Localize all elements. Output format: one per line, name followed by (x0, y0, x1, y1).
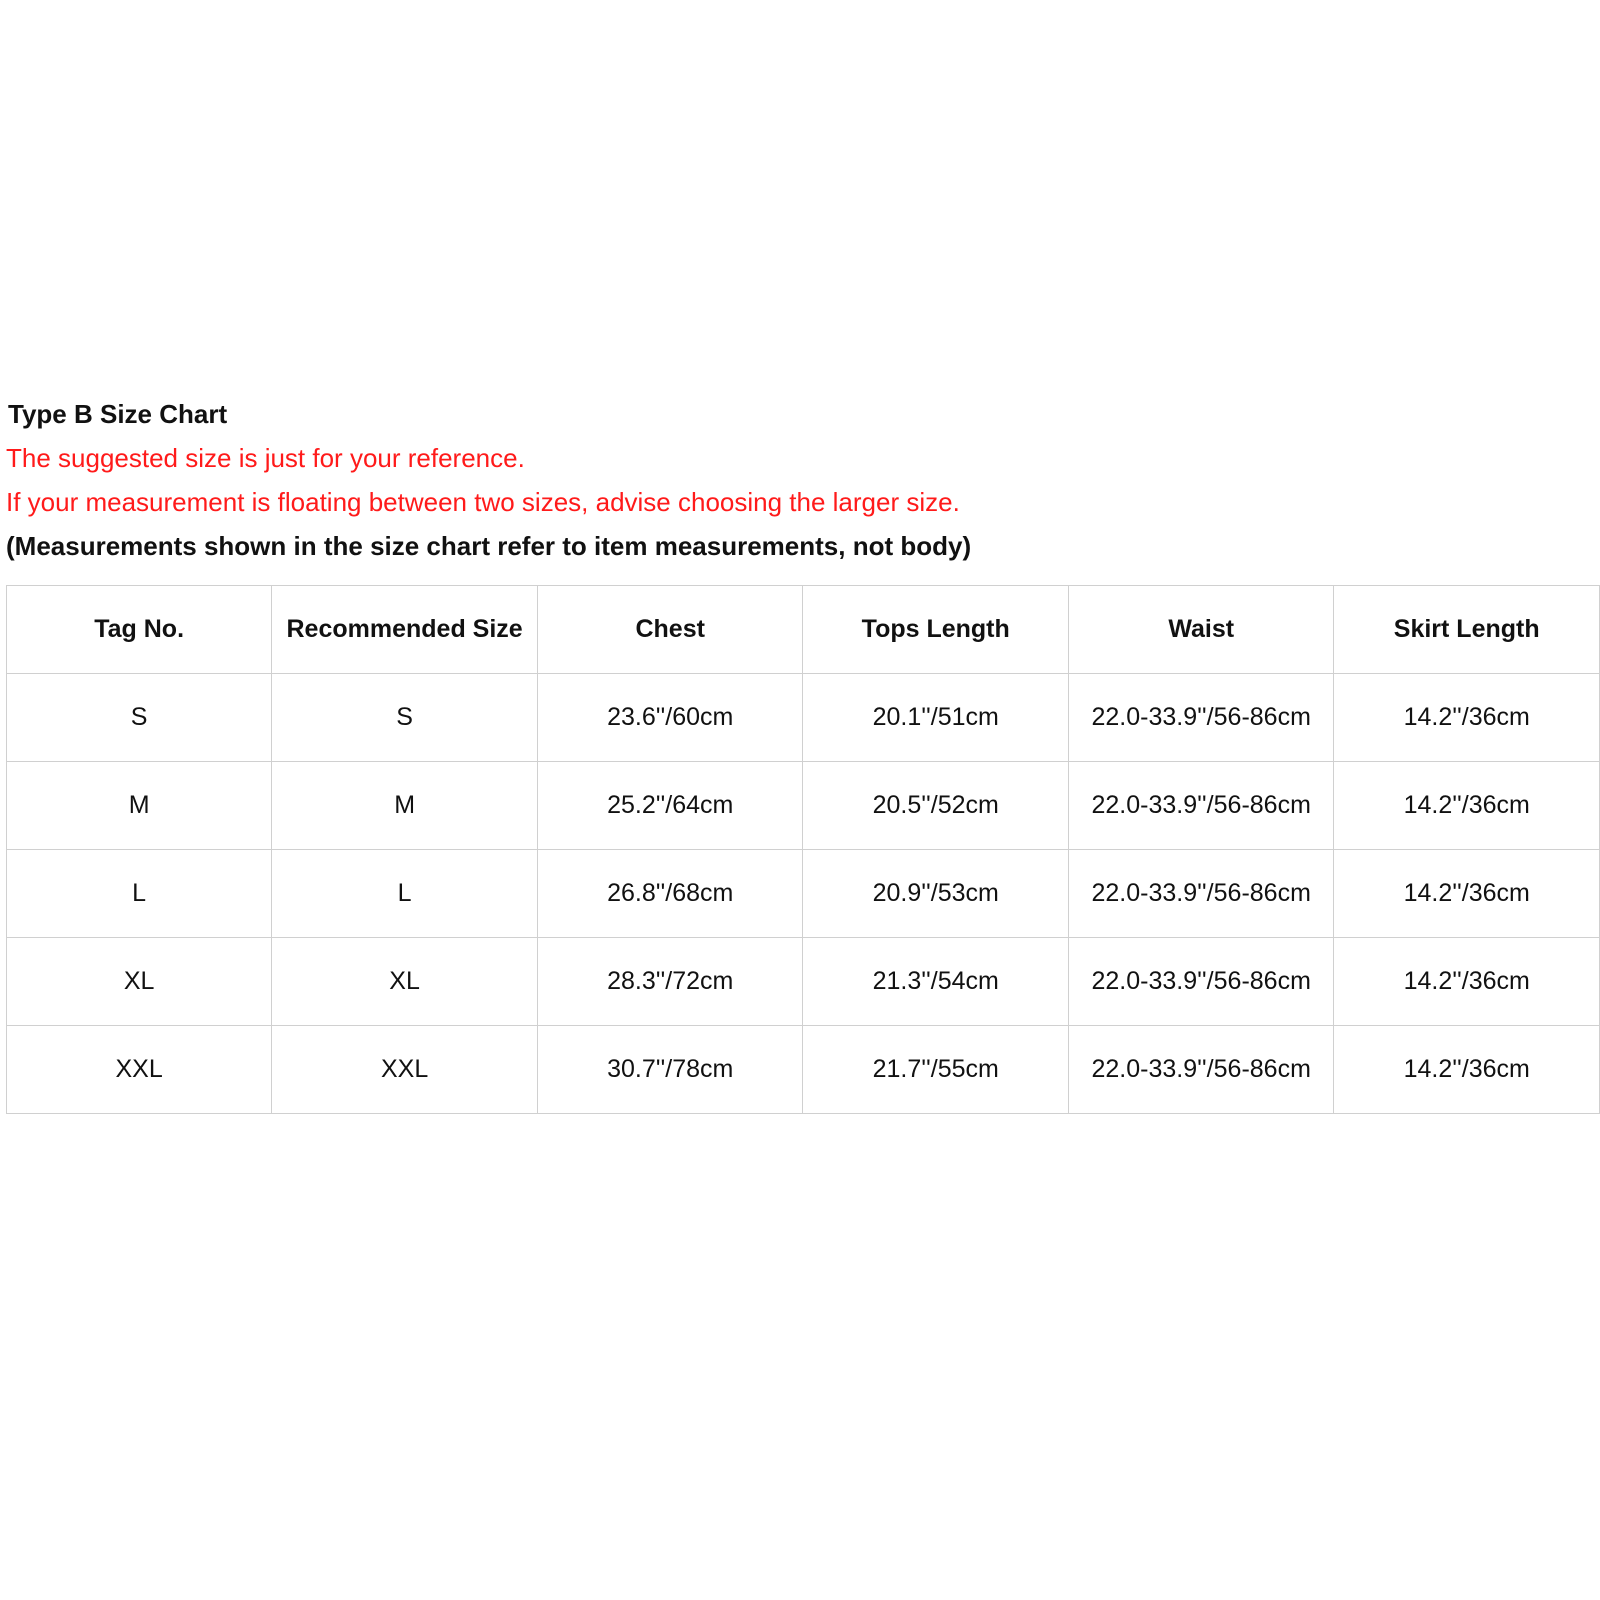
cell-tops-length: 20.1''/51cm (803, 674, 1069, 762)
cell-waist: 22.0-33.9''/56-86cm (1068, 762, 1333, 850)
cell-tag-no: L (7, 850, 272, 938)
cell-chest: 30.7''/78cm (537, 1026, 803, 1114)
cell-tops-length: 21.3''/54cm (803, 938, 1069, 1026)
cell-recommended-size: XXL (272, 1026, 538, 1114)
cell-tops-length: 20.9''/53cm (803, 850, 1069, 938)
cell-waist: 22.0-33.9''/56-86cm (1068, 850, 1333, 938)
cell-tops-length: 21.7''/55cm (803, 1026, 1069, 1114)
header-skirt-length: Skirt Length (1334, 586, 1600, 674)
header-chest: Chest (537, 586, 803, 674)
cell-tag-no: S (7, 674, 272, 762)
cell-waist: 22.0-33.9''/56-86cm (1068, 674, 1333, 762)
cell-skirt-length: 14.2''/36cm (1334, 850, 1600, 938)
cell-waist: 22.0-33.9''/56-86cm (1068, 1026, 1333, 1114)
sizing-advice-note: If your measurement is floating between two sizes, advise choosing the larger size. (6, 487, 960, 517)
cell-chest: 26.8''/68cm (537, 850, 803, 938)
cell-skirt-length: 14.2''/36cm (1334, 762, 1600, 850)
cell-tag-no: XXL (7, 1026, 272, 1114)
size-table (6, 585, 1600, 1114)
size-chart-header (6, 398, 1600, 562)
cell-recommended-size: L (272, 850, 538, 938)
table-row (7, 850, 1600, 938)
cell-skirt-length: 14.2''/36cm (1334, 674, 1600, 762)
table-row (7, 674, 1600, 762)
cell-skirt-length: 14.2''/36cm (1334, 938, 1600, 1026)
cell-tops-length: 20.5''/52cm (803, 762, 1069, 850)
cell-skirt-length: 14.2''/36cm (1334, 1026, 1600, 1114)
header-waist: Waist (1068, 586, 1333, 674)
reference-note: The suggested size is just for your reference. (6, 443, 525, 473)
cell-recommended-size: S (272, 674, 538, 762)
table-row (7, 762, 1600, 850)
header-recommended-size: Recommended Size (272, 586, 538, 674)
cell-recommended-size: M (272, 762, 538, 850)
cell-chest: 25.2''/64cm (537, 762, 803, 850)
cell-tag-no: XL (7, 938, 272, 1026)
cell-recommended-size: XL (272, 938, 538, 1026)
cell-chest: 23.6''/60cm (537, 674, 803, 762)
header-tops-length: Tops Length (803, 586, 1069, 674)
cell-tag-no: M (7, 762, 272, 850)
cell-chest: 28.3''/72cm (537, 938, 803, 1026)
cell-waist: 22.0-33.9''/56-86cm (1068, 938, 1333, 1026)
measurement-disclaimer: (Measurements shown in the size chart refer to item measurements, not body) (6, 531, 972, 561)
table-header-row (7, 586, 1600, 674)
page-title: Type B Size Chart (8, 399, 228, 429)
table-row (7, 1026, 1600, 1114)
header-tag-no: Tag No. (7, 586, 272, 674)
table-row (7, 938, 1600, 1026)
